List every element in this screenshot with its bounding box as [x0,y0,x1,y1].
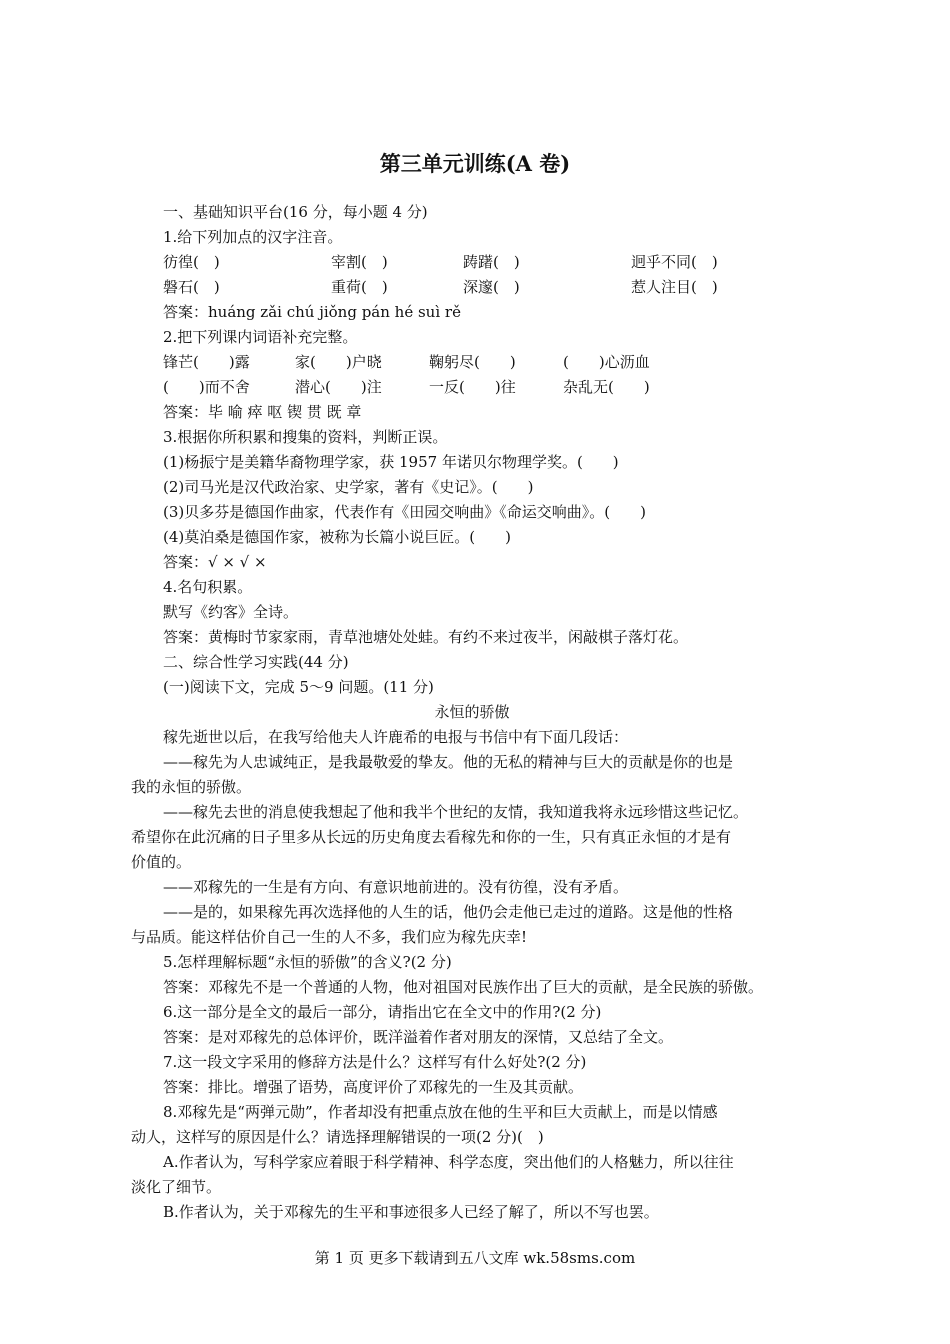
passage-paragraph-cont: 希望你在此沉痛的日子里多从长远的历史角度去看稼先和你的一生，只有真正永恒的才是有 [131,828,732,846]
passage-paragraph: ——稼先为人忠诚纯正，是我最敬爱的挚友。他的无私的精神与巨大的贡献是你的也是 [163,753,734,771]
answer-4: 答案：黄梅时节家家雨，青草池塘处处蛙。有约不来过夜半，闲敲棋子落灯花。 [163,628,689,646]
question-4: 4.名句积累。 [163,578,253,596]
q1-item: 磐石( ) [163,278,220,296]
question-5: 5.怎样理解标题“永恒的骄傲”的含义?(2 分) [163,953,452,971]
question-7: 7.这一段文字采用的修辞方法是什么？这样写有什么好处?(2 分) [163,1053,587,1071]
q2-item: 一反( )往 [429,378,516,396]
q1-row-2 [163,275,813,300]
answer-5: 答案：邓稼先不是一个普通的人物，他对祖国对民族作出了巨大的贡献，是全民族的骄傲。 [163,978,764,996]
q3-statement-4: (4)莫泊桑是德国作家，被称为长篇小说巨匠。( ) [163,528,511,546]
q3-statement-2: (2)司马光是汉代政治家、史学家，著有《史记》。( ) [163,478,534,496]
question-4-task: 默写《约客》全诗。 [163,603,299,621]
answer-2: 答案：毕 喻 瘁 呕 锲 贯 既 章 [163,403,362,421]
subsection-heading: (一)阅读下文，完成 5～9 问题。(11 分) [163,678,434,696]
passage-paragraph-cont: 与品质。能这样估价自己一生的人不多，我们应为稼先庆幸! [131,928,528,946]
section-2-heading: 二、综合性学习实践(44 分) [163,653,349,671]
answer-3: 答案：√ × √ × [163,553,267,571]
q2-item: 家( )户晓 [295,353,382,371]
q1-item: 迥乎不同( ) [631,253,718,271]
q2-item: 杂乱无( ) [563,378,650,396]
q1-item: 彷徨( ) [163,253,220,271]
q2-row-1 [163,350,813,375]
q2-item: 鞠躬尽( ) [429,353,516,371]
question-8: 8.邓稼先是“两弹元勋”，作者却没有把重点放在他的生平和巨大贡献上，而是以情感 [163,1103,718,1121]
q3-statement-1: (1)杨振宁是美籍华裔物理学家，获 1957 年诺贝尔物理学奖。( ) [163,453,619,471]
page-title: 第三单元训练(A 卷) [379,151,571,176]
answer-1: 答案：huáng zǎi chú jiǒng pán hé suì rě [163,303,461,321]
passage-paragraph: ——是的，如果稼先再次选择他的人生的话，他仍会走他已走过的道路。这是他的性格 [163,903,734,921]
passage-title: 永恒的骄傲 [434,703,510,721]
option-a-cont: 淡化了细节。 [131,1178,222,1196]
q1-item: 重荷( ) [331,278,388,296]
q2-item: ( )而不舍 [163,378,250,396]
question-6: 6.这一部分是全文的最后一部分，请指出它在全文中的作用?(2 分) [163,1003,602,1021]
question-3: 3.根据你所积累和搜集的资料，判断正误。 [163,428,448,446]
q1-item: 宰割( ) [331,253,388,271]
q1-item: 深邃( ) [463,278,520,296]
q1-row-1 [163,250,813,275]
q1-item: 踌躇( ) [463,253,520,271]
section-1-heading: 一、基础知识平台(16 分，每小题 4 分) [163,203,428,221]
q2-item: 潜心( )注 [295,378,382,396]
q2-item: 锋芒( )露 [163,353,250,371]
passage-paragraph-cont: 我的永恒的骄傲。 [131,778,252,796]
page-footer: 第 1 页 更多下载请到五八文库 wk.58sms.com [314,1249,636,1267]
passage-paragraph-cont: 价值的。 [131,853,192,871]
question-2: 2.把下列课内词语补充完整。 [163,328,358,346]
passage-paragraph: ——邓稼先的一生是有方向、有意识地前进的。没有彷徨，没有矛盾。 [163,878,629,896]
question-1: 1.给下列加点的汉字注音。 [163,228,343,246]
passage-paragraph: 稼先逝世以后，在我写给他夫人许鹿希的电报与书信中有下面几段话： [163,728,629,746]
document-body [131,200,813,1225]
answer-7: 答案：排比。增强了语势，高度评价了邓稼先的一生及其贡献。 [163,1078,584,1096]
q2-item: ( )心沥血 [563,353,650,371]
option-b: B.作者认为，关于邓稼先的生平和事迹很多人已经了解了，所以不写也罢。 [163,1203,659,1221]
answer-6: 答案：是对邓稼先的总体评价，既洋溢着作者对朋友的深情，又总结了全文。 [163,1028,674,1046]
option-a: A.作者认为，写科学家应着眼于科学精神、科学态度，突出他们的人格魅力，所以往往 [163,1153,734,1171]
q1-item: 惹人注目( ) [631,278,718,296]
q2-row-2 [163,375,813,400]
question-8-cont: 动人，这样写的原因是什么？请选择理解错误的一项(2 分)( ) [131,1128,544,1146]
q3-statement-3: (3)贝多芬是德国作曲家，代表作有《田园交响曲》《命运交响曲》。( ) [163,503,646,521]
passage-paragraph: ——稼先去世的消息使我想起了他和我半个世纪的友情，我知道我将永远珍惜这些记忆。 [163,803,749,821]
